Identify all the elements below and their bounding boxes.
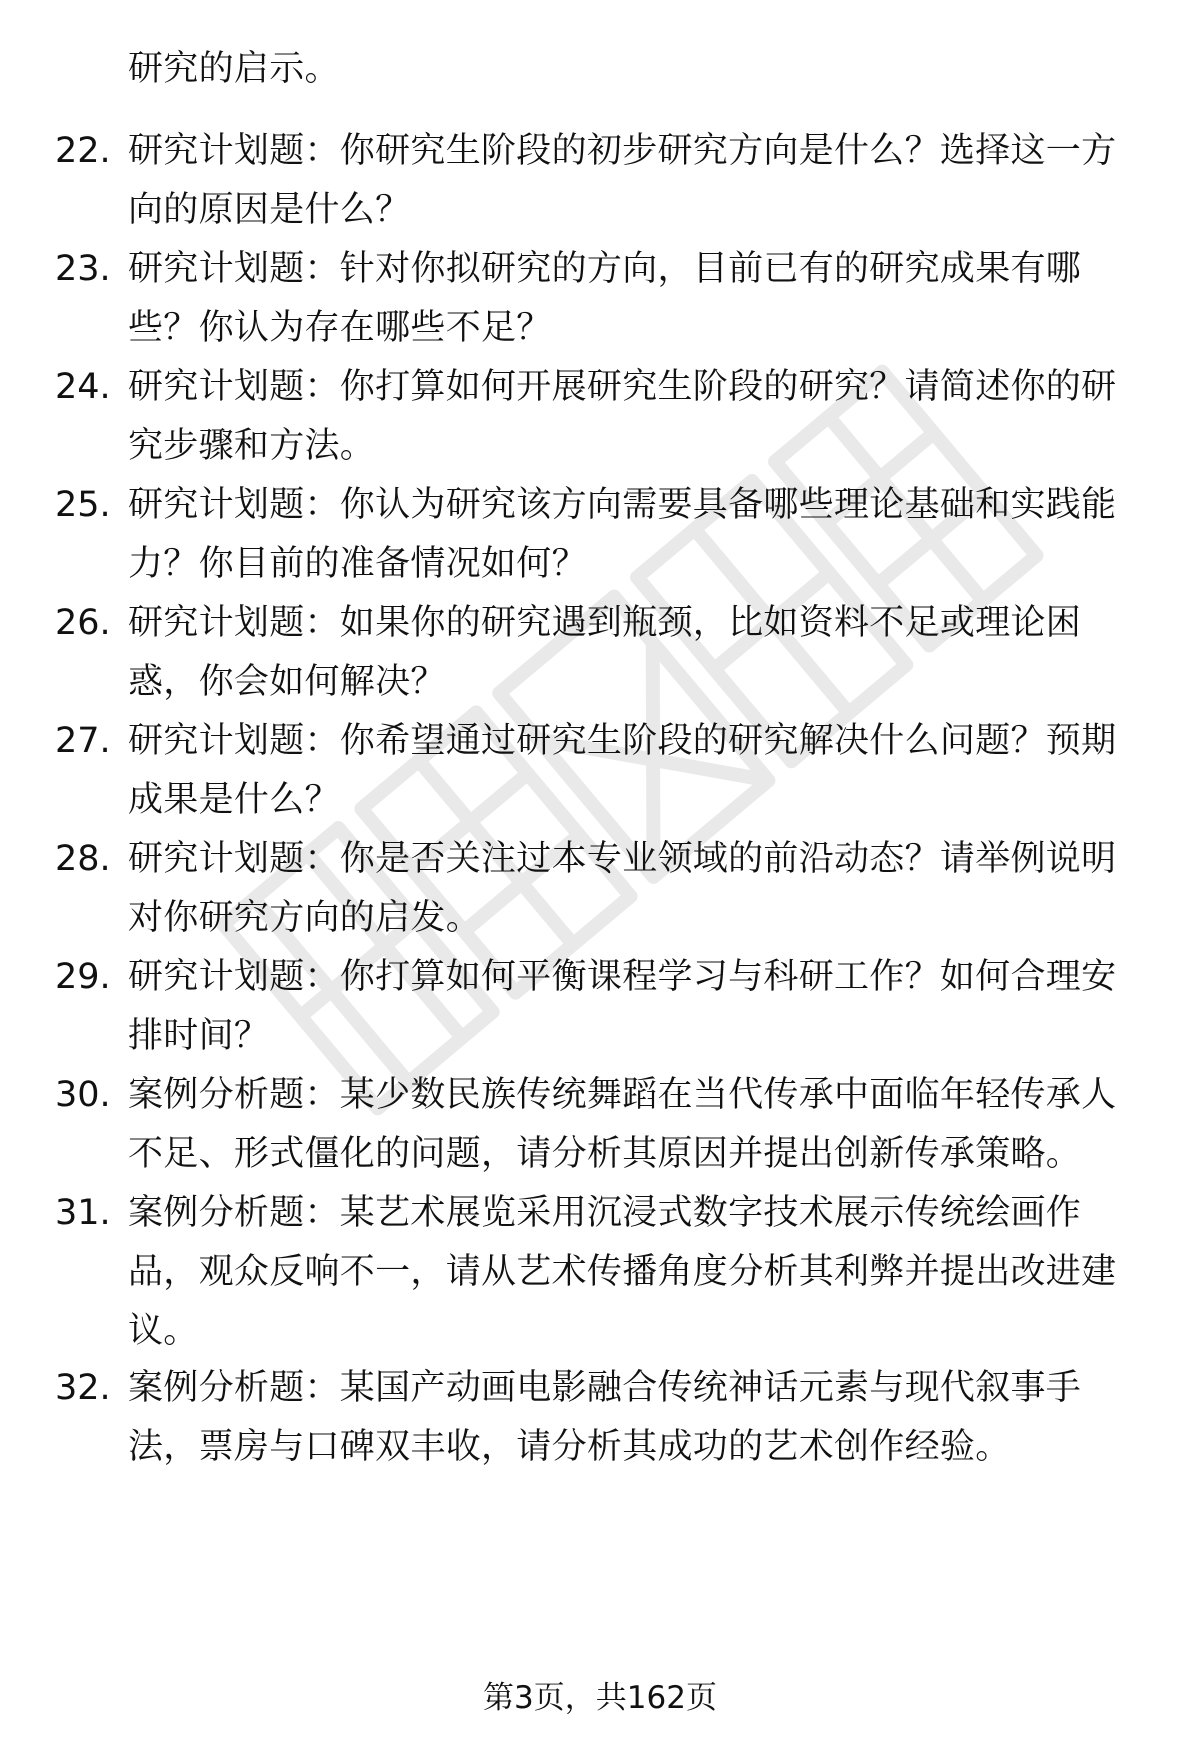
item-number: 32. <box>55 1368 111 1408</box>
item-number: 28. <box>55 839 111 879</box>
item-number: 29. <box>55 957 111 997</box>
item-text: 研究计划题：你打算如何平衡课程学习与科研工作？如何合理安排时间？ <box>128 957 1117 1056</box>
item-text: 研究计划题：你是否关注过本专业领域的前沿动态？请举例说明对你研究方向的启发。 <box>128 839 1117 938</box>
item-text: 研究的启示。 <box>128 49 340 89</box>
page-footer: 第3页，共162页 <box>483 1680 717 1716</box>
item-text: 案例分析题：某少数民族传统舞蹈在当代传承中面临年轻传承人不足、形式僵化的问题，请分析其原因并提出创新传承策略。 <box>128 1075 1117 1174</box>
item-number: 25. <box>55 485 111 525</box>
item-text: 研究计划题：你希望通过研究生阶段的研究解决什么问题？预期成果是什么？ <box>128 721 1117 820</box>
item-text: 研究计划题：你打算如何开展研究生阶段的研究？请简述你的研究步骤和方法。 <box>128 367 1117 466</box>
item-text: 研究计划题：针对你拟研究的方向，目前已有的研究成果有哪些？你认为存在哪些不足？ <box>128 249 1082 348</box>
item-text: 案例分析题：某国产动画电影融合传统神话元素与现代叙事手法，票房与口碑双丰收，请分析其成功的艺术创作经验。 <box>128 1368 1082 1467</box>
item-number: 22. <box>55 131 111 171</box>
item-number: 23. <box>55 249 111 289</box>
item-number: 24. <box>55 367 111 407</box>
item-number: 27. <box>55 721 111 761</box>
item-number: 31. <box>55 1193 111 1233</box>
item-text: 案例分析题：某艺术展览采用沉浸式数字技术展示传统绘画作品，观众反响不一，请从艺术传播角度分析其利弊并提出改进建议。 <box>128 1193 1117 1351</box>
item-number: 26. <box>55 603 111 643</box>
item-number: 30. <box>55 1075 111 1115</box>
item-text: 研究计划题：如果你的研究遇到瓶颈，比如资料不足或理论困惑，你会如何解决？ <box>128 603 1082 702</box>
item-text: 研究计划题：你认为研究该方向需要具备哪些理论基础和实践能力？你目前的准备情况如何？ <box>128 485 1117 584</box>
item-text: 研究计划题：你研究生阶段的初步研究方向是什么？选择这一方向的原因是什么？ <box>128 131 1117 230</box>
